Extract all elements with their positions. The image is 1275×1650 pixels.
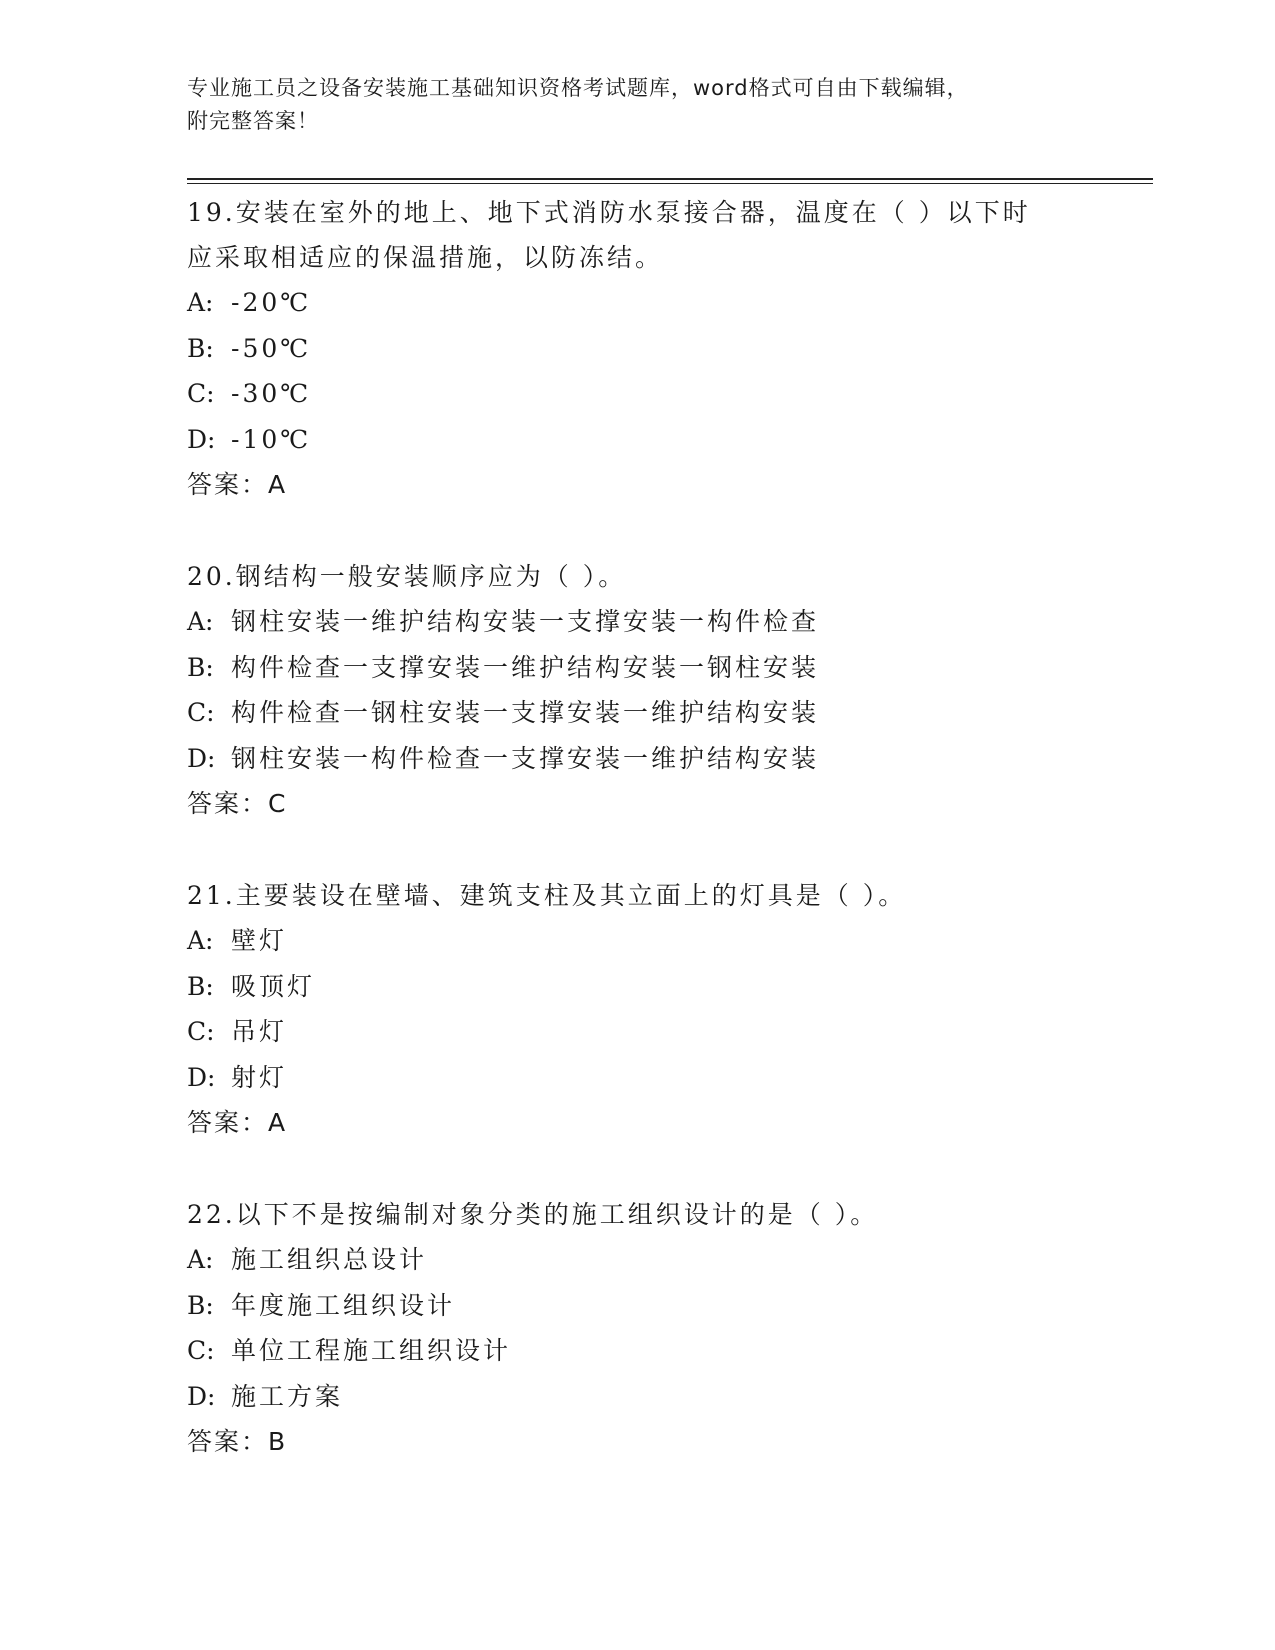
answer-label: 答案：B [187, 1427, 288, 1456]
option-letter: B: [187, 1290, 214, 1320]
option-letter: C: [187, 1017, 215, 1046]
header-divider-thick [187, 178, 1153, 180]
option-letter: C: [187, 698, 215, 727]
option-text: 钢柱安装一维护结构安装一支撑安装一构件检查 [231, 607, 820, 636]
option-a [187, 918, 1087, 964]
option-text: 年度施工组织设计 [231, 1290, 456, 1320]
option-b [187, 645, 1087, 691]
option-text: -10℃ [231, 424, 312, 454]
question-stem-continued: 应采取相适应的保温措施，以防冻结。 [187, 243, 664, 272]
option-c [187, 371, 1087, 417]
question-list [187, 190, 1087, 1464]
option-c [187, 1009, 1087, 1055]
option-letter: C: [187, 1336, 215, 1365]
option-text: 壁灯 [231, 926, 288, 955]
option-d [187, 417, 1087, 463]
question-22 [187, 1192, 1087, 1464]
option-letter: D: [187, 1062, 216, 1092]
option-text: 单位工程施工组织设计 [231, 1336, 512, 1365]
option-text: -30℃ [231, 379, 312, 408]
question-stem: 19.安装在室外的地上、地下式消防水泵接合器，温度在（ ）以下时 [187, 198, 1031, 227]
option-text: -20℃ [231, 288, 312, 317]
option-text: 构件检查一支撑安装一维护结构安装一钢柱安装 [231, 652, 820, 682]
header-divider-thin [187, 183, 1153, 184]
option-letter: D: [187, 1381, 216, 1411]
option-a [187, 280, 1087, 326]
question-20 [187, 554, 1087, 826]
header-line-2: 附完整答案！ [187, 109, 319, 133]
header-line-1: 专业施工员之设备安装施工基础知识资格考试题库，word格式可自由下载编辑， [187, 76, 969, 100]
option-d [187, 1055, 1087, 1101]
option-letter: D: [187, 424, 216, 454]
question-spacer [187, 1145, 1087, 1192]
answer-label: 答案：A [187, 470, 288, 499]
option-c [187, 1328, 1087, 1374]
option-letter: B: [187, 333, 214, 363]
option-b [187, 1283, 1087, 1329]
option-letter: A: [187, 1245, 214, 1274]
option-letter: B: [187, 652, 214, 682]
question-spacer [187, 826, 1087, 873]
document-header [187, 72, 1087, 138]
option-text: 射灯 [231, 1062, 288, 1092]
option-text: 钢柱安装一构件检查一支撑安装一维护结构安装 [231, 743, 820, 773]
question-stem: 21.主要装设在壁墙、建筑支柱及其立面上的灯具是（ ）。 [187, 881, 907, 910]
option-letter: A: [187, 288, 214, 317]
option-c [187, 690, 1087, 736]
option-letter: D: [187, 743, 216, 773]
question-spacer [187, 507, 1087, 554]
option-text: 构件检查一钢柱安装一支撑安装一维护结构安装 [231, 698, 820, 727]
option-text: -50℃ [231, 333, 312, 363]
option-a [187, 1237, 1087, 1283]
answer-label: 答案：C [187, 789, 288, 818]
option-b [187, 326, 1087, 372]
option-text: 施工方案 [231, 1381, 344, 1411]
option-letter: A: [187, 607, 214, 636]
option-letter: A: [187, 926, 214, 955]
option-letter: C: [187, 379, 215, 408]
answer-label: 答案：A [187, 1108, 288, 1137]
question-stem: 20.钢结构一般安装顺序应为（ ）。 [187, 562, 627, 591]
option-d [187, 1374, 1087, 1420]
question-stem: 22.以下不是按编制对象分类的施工组织设计的是（ ）。 [187, 1200, 879, 1229]
question-21 [187, 873, 1087, 1145]
option-text: 吸顶灯 [231, 971, 316, 1001]
option-b [187, 964, 1087, 1010]
option-a [187, 599, 1087, 645]
option-text: 施工组织总设计 [231, 1245, 428, 1274]
option-letter: B: [187, 971, 214, 1001]
option-text: 吊灯 [231, 1017, 288, 1046]
option-d [187, 736, 1087, 782]
question-19 [187, 190, 1087, 507]
